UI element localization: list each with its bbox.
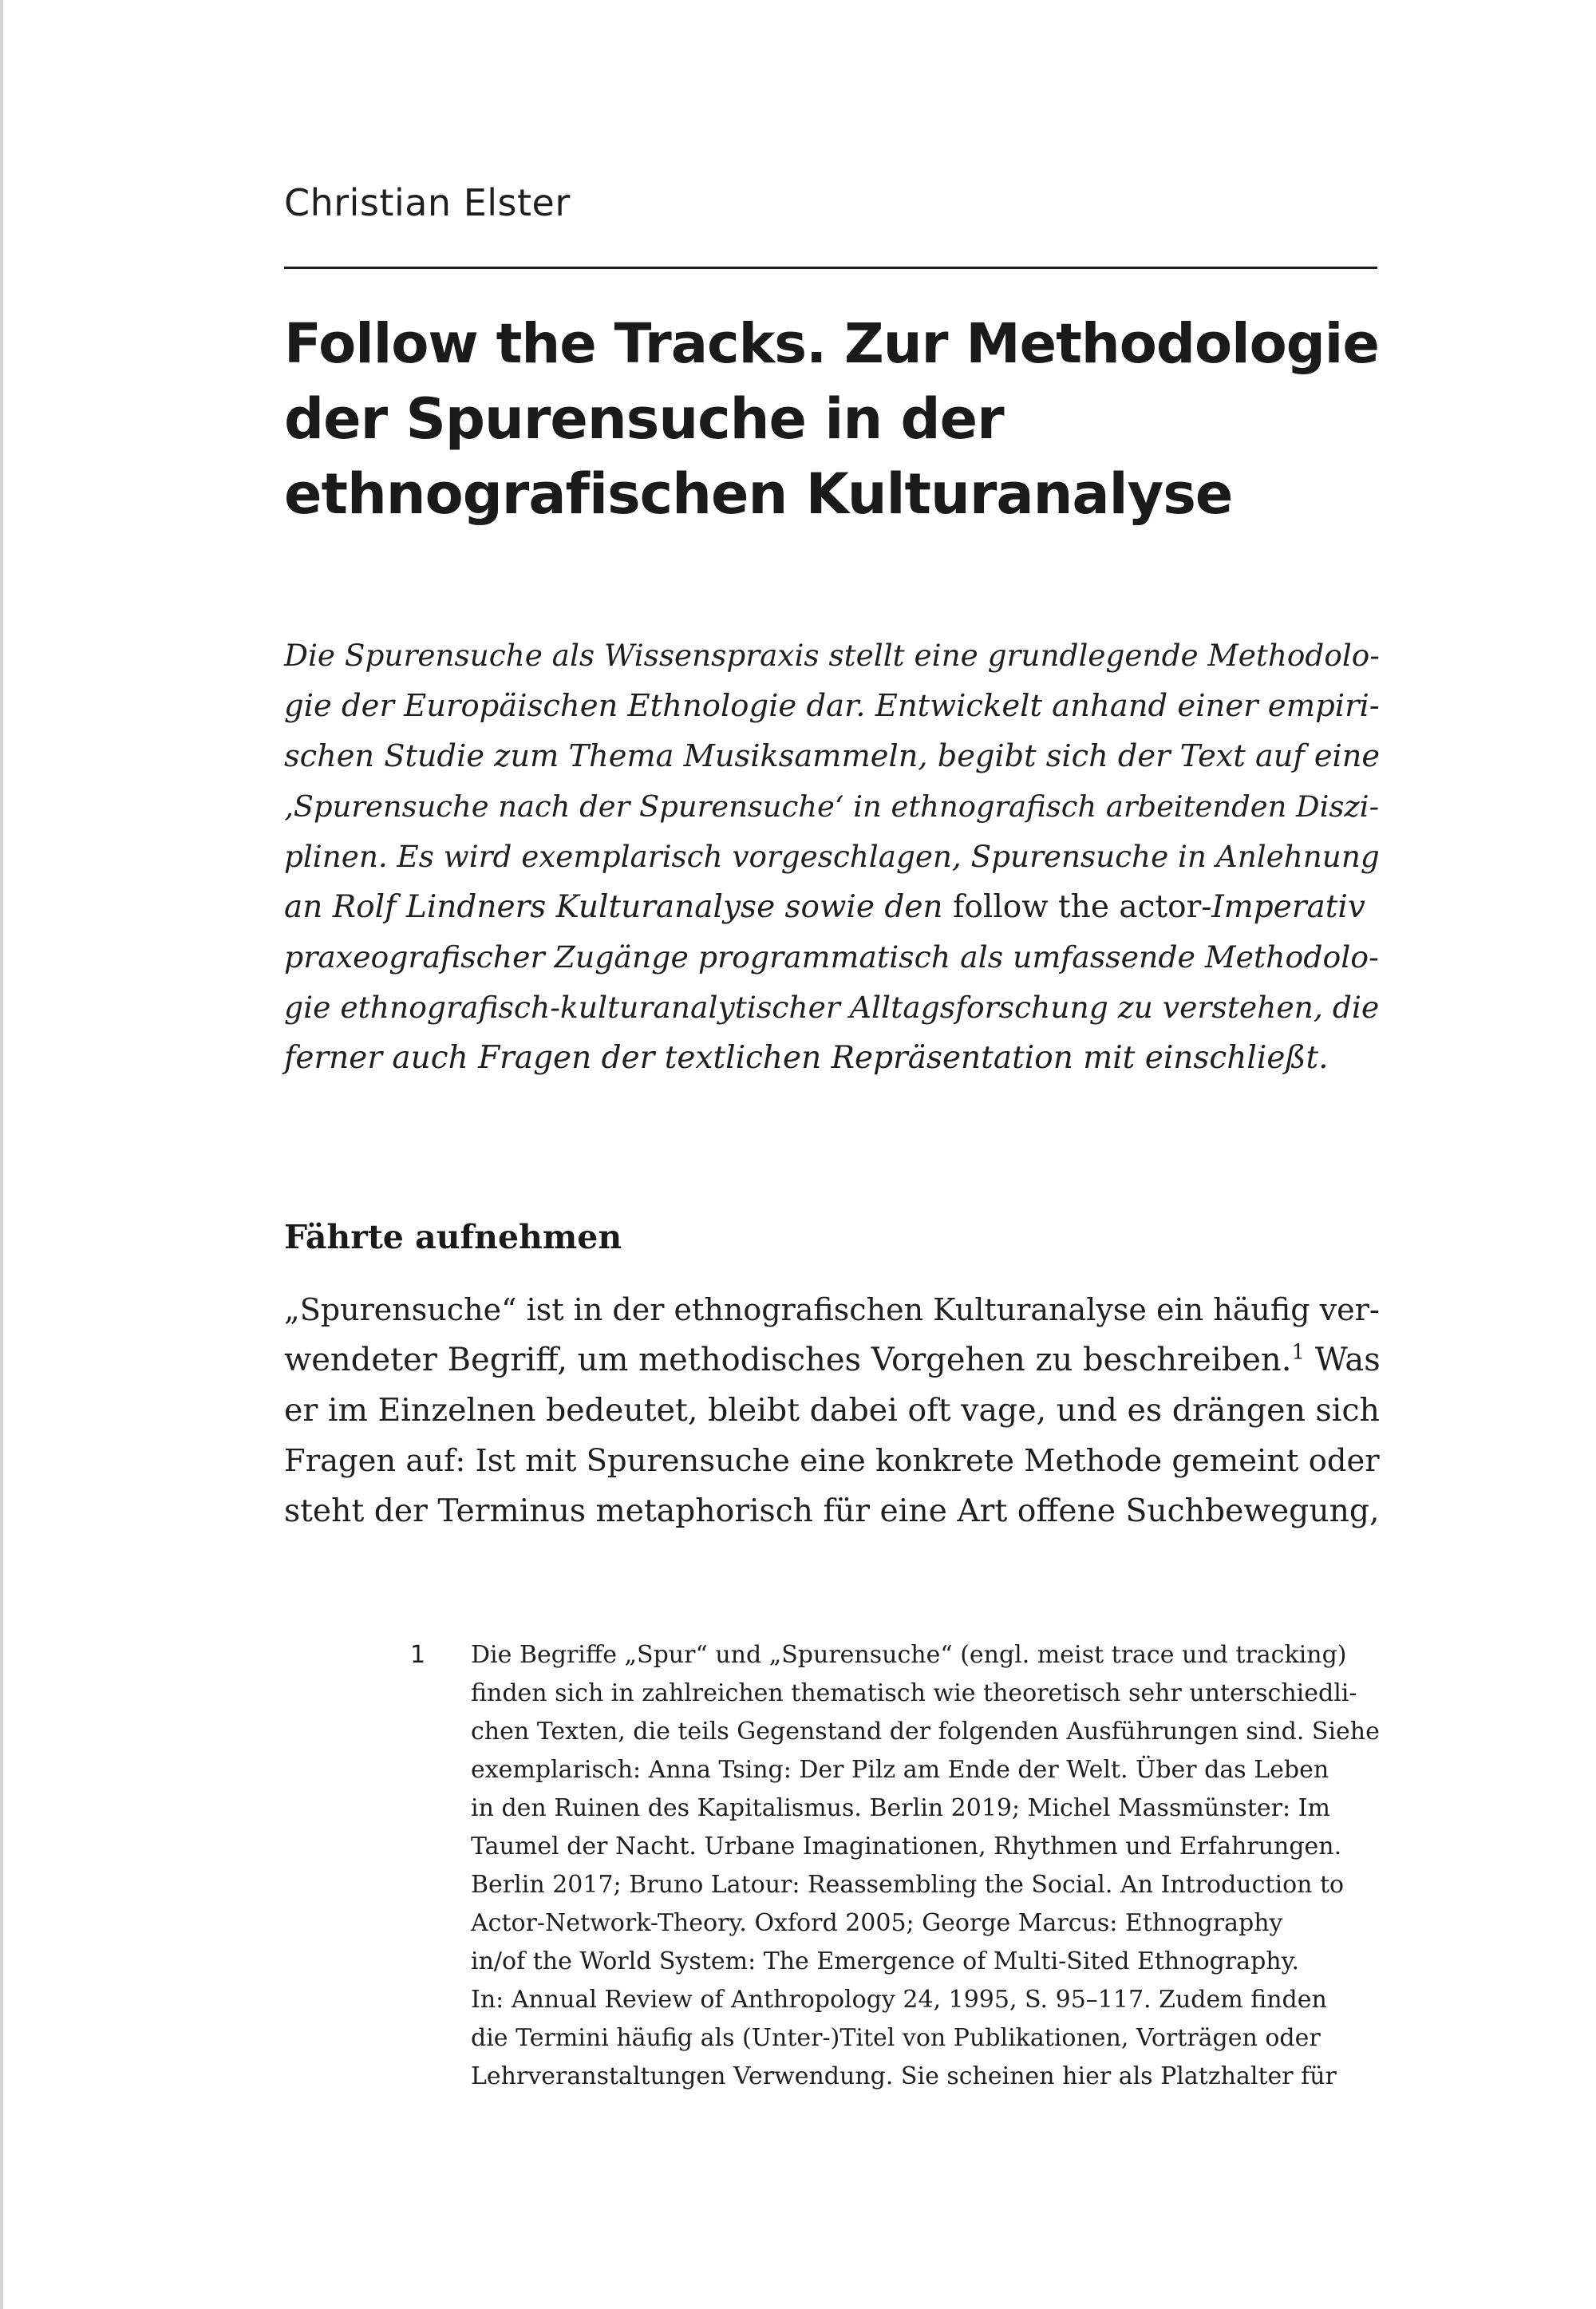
footnote-line: die Termini häufig als (Unter-)Titel von Publikationen, Vorträgen oder	[471, 2024, 1321, 2052]
section-heading: Fährte aufnehmen	[284, 1218, 622, 1256]
body-line: steht der Terminus metaphorisch für eine Art offene Suchbewegung,	[284, 1493, 1380, 1529]
abstract-line: ferner auch Fragen der textlichen Repräsentation mit einschließt.	[284, 1040, 1329, 1076]
footnote-line: Die Begriffe „Spur“ und „Spurensuche“ (engl. meist trace und tracking)	[471, 1641, 1347, 1669]
page-edge	[0, 0, 3, 2309]
title-line: der Spurensuche in der	[284, 386, 1004, 452]
body-text: wendeter Begriff, um methodisches Vorgehen zu beschreiben.	[284, 1342, 1292, 1378]
body-line	[284, 1335, 1385, 1386]
abstract-line: Die Spurensuche als Wissenspraxis stellt eine grundlegende Methodolo-	[284, 638, 1380, 673]
article-title	[284, 306, 1385, 532]
title-line: ethnografischen Kulturanalyse	[284, 461, 1233, 527]
footnote-line: chen Texten, die teils Gegenstand der folgenden Ausführungen sind. Siehe	[471, 1718, 1380, 1746]
footnote-line: finden sich in zahlreichen thematisch wie theoretisch sehr unterschiedli-	[471, 1679, 1357, 1707]
footnote-line: exemplarisch: Anna Tsing: Der Pilz am Ende der Welt. Über das Leben	[471, 1756, 1329, 1784]
footnote-reference[interactable]: 1	[1291, 1340, 1305, 1365]
abstract-line: schen Studie zum Thema Musiksammeln, begibt sich der Text auf eine	[284, 738, 1381, 774]
abstract-roman-phrase: follow the actor	[952, 889, 1202, 925]
abstract-line: plinen. Es wird exemplarisch vorgeschlagen, Spurensuche in Anlehnung	[284, 839, 1380, 874]
abstract-text: -Imperativ	[1201, 889, 1365, 925]
abstract-line: ‚Spurensuche nach der Spurensuche‘ in ethnografisch arbeitenden Diszi-	[284, 789, 1380, 824]
abstract-text: an Rolf Lindners Kulturanalyse sowie den	[284, 889, 953, 925]
footnote-line: Taumel der Nacht. Urbane Imaginationen, Rhythmen und Erfahrungen.	[471, 1833, 1342, 1860]
footnote-line: Actor-Network-Theory. Oxford 2005; George Marcus: Ethnography	[471, 1909, 1283, 1937]
footnote-line: Lehrveranstaltungen Verwendung. Sie scheinen hier als Platzhalter für	[471, 2062, 1337, 2090]
footnote	[471, 1636, 1389, 2096]
body-text: Was	[1304, 1342, 1381, 1378]
footnote-line: in den Ruinen des Kapitalismus. Berlin 2019; Michel Massmünster: Im	[471, 1794, 1330, 1822]
body-line: er im Einzelnen bedeutet, bleibt dabei oft vage, und es drängen sich	[284, 1392, 1380, 1429]
body-paragraph	[284, 1285, 1385, 1536]
title-line: Follow the Tracks. Zur Methodologie	[284, 312, 1379, 376]
abstract	[284, 631, 1385, 1083]
body-line: „Spurensuche“ ist in der ethnografischen Kulturanalyse ein häufig ver-	[284, 1292, 1380, 1327]
abstract-line	[284, 882, 1385, 932]
abstract-line: gie ethnografisch-kulturanalytischer Alltagsforschung zu verstehen, die	[284, 990, 1380, 1025]
footnote-line: In: Annual Review of Anthropology 24, 1995, S. 95–117. Zudem finden	[471, 1986, 1327, 2014]
abstract-line: gie der Europäischen Ethnologie dar. Entwickelt anhand einer empiri-	[284, 688, 1380, 724]
author-name: Christian Elster	[284, 181, 571, 224]
body-line: Fragen auf: Ist mit Spurensuche eine konkrete Methode gemeint oder	[284, 1443, 1380, 1479]
footnote-line: Berlin 2017; Bruno Latour: Reassembling the Social. An Introduction to	[471, 1871, 1345, 1899]
abstract-line: praxeografischer Zugänge programmatisch als umfassende Methodolo-	[284, 939, 1379, 975]
footnote-line: in/of the World System: The Emergence of Multi-Sited Ethnography.	[471, 1947, 1300, 1975]
footnote-number: 1	[410, 1641, 426, 1669]
header-rule	[284, 267, 1377, 269]
